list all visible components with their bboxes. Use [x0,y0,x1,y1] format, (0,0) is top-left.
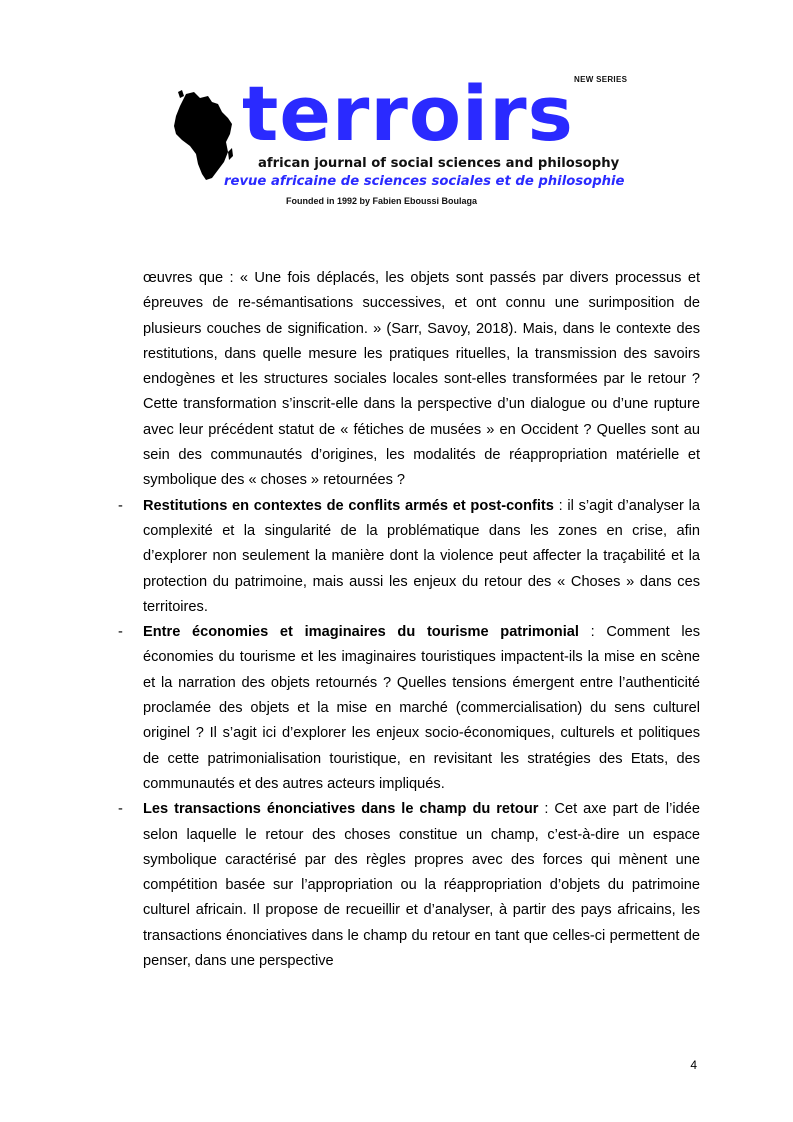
list-item [118,797,700,974]
list-item [118,620,700,797]
document-body [118,266,700,974]
item-text: : Comment les économies du tourisme et les imaginaires touristiques impactent-ils la mise en scène et la narration des objets retournés ? Quelles tensions émergent entre l’authenticité proclamée des objets et la mise en marché (commercialisation) du sens culturel originel ? Il s’agit ici d’explorer les enjeux socio-économiques, culturels et politiques de cette patrimonialisation touristique, en revisitant les stratégies des Etats, des communautés et des autres acteurs impliqués. [143,624,700,792]
item-heading: Les transactions énonciatives dans le champ du retour [143,801,539,818]
journal-title: terroirs [242,69,574,158]
subtitle-french: revue africaine de sciences sociales et de philosophie [224,174,625,189]
item-text: : il s’agit d’analyser la complexité et la singularité de la problématique dans les zones en crise, afin d’explorer non seulement la manière dont la violence peut affecter la traçabilité et la protection du patrimoine, mais aussi les enjeux du retour des « Choses » dans ces territoires. [143,497,700,615]
bullet-dash: - [118,497,123,514]
item-heading: Entre économies et imaginaires du tourisme patrimonial [143,624,579,641]
new-series-badge: NEW SERIES [574,75,628,84]
item-text: : Cet axe part de l’idée selon laquelle le retour des choses constitue un champ, c’est-à-dire un espace symbolique caractérisé par des règles propres avec des forces qui mènent une compétition basée sur l’appropriation ou la réappropriation d’objets du patrimoine culturel africain. Il propose de recueillir et d’analyser, à partir des pays africains, les transactions énonciatives dans le champ du retour en tant que celles-ci permettent de penser, dans une perspective [143,801,701,970]
bullet-dash: - [118,624,123,641]
list-item [118,494,700,620]
journal-masthead [160,70,640,220]
subtitle-english: african journal of social sciences and philosophy [258,156,620,171]
africa-map-icon [172,90,234,182]
intro-paragraph: œuvres que : « Une fois déplacés, les objets sont passés par divers processus et épreuves de re-sémantisations successives, et ont connu une surimposition de plusieurs couches de signification. » (Sarr, Savoy, 2018). Mais, dans le contexte des restitutions, dans quelle mesure les pratiques rituelles, la transmission des savoirs endogènes et les structures sociales locales sont-elles transformées par le retour ? Cette transformation s’inscrit-elle dans la perspective d’un dialogue ou d’une rupture avec leur précédent statut de « fétiches de musées » en Occident ? Quelles sont au sein des communautés d’origines, les modalités de réappropriation matérielle et symbolique des « choses » retournées ? [143,270,700,489]
page-number: 4 [690,1058,697,1072]
founded-line: Founded in 1992 by Fabien Eboussi Boulaga [286,196,478,206]
bullet-dash: - [118,801,123,818]
item-heading: Restitutions en contextes de conflits armés et post-confits [143,497,554,514]
